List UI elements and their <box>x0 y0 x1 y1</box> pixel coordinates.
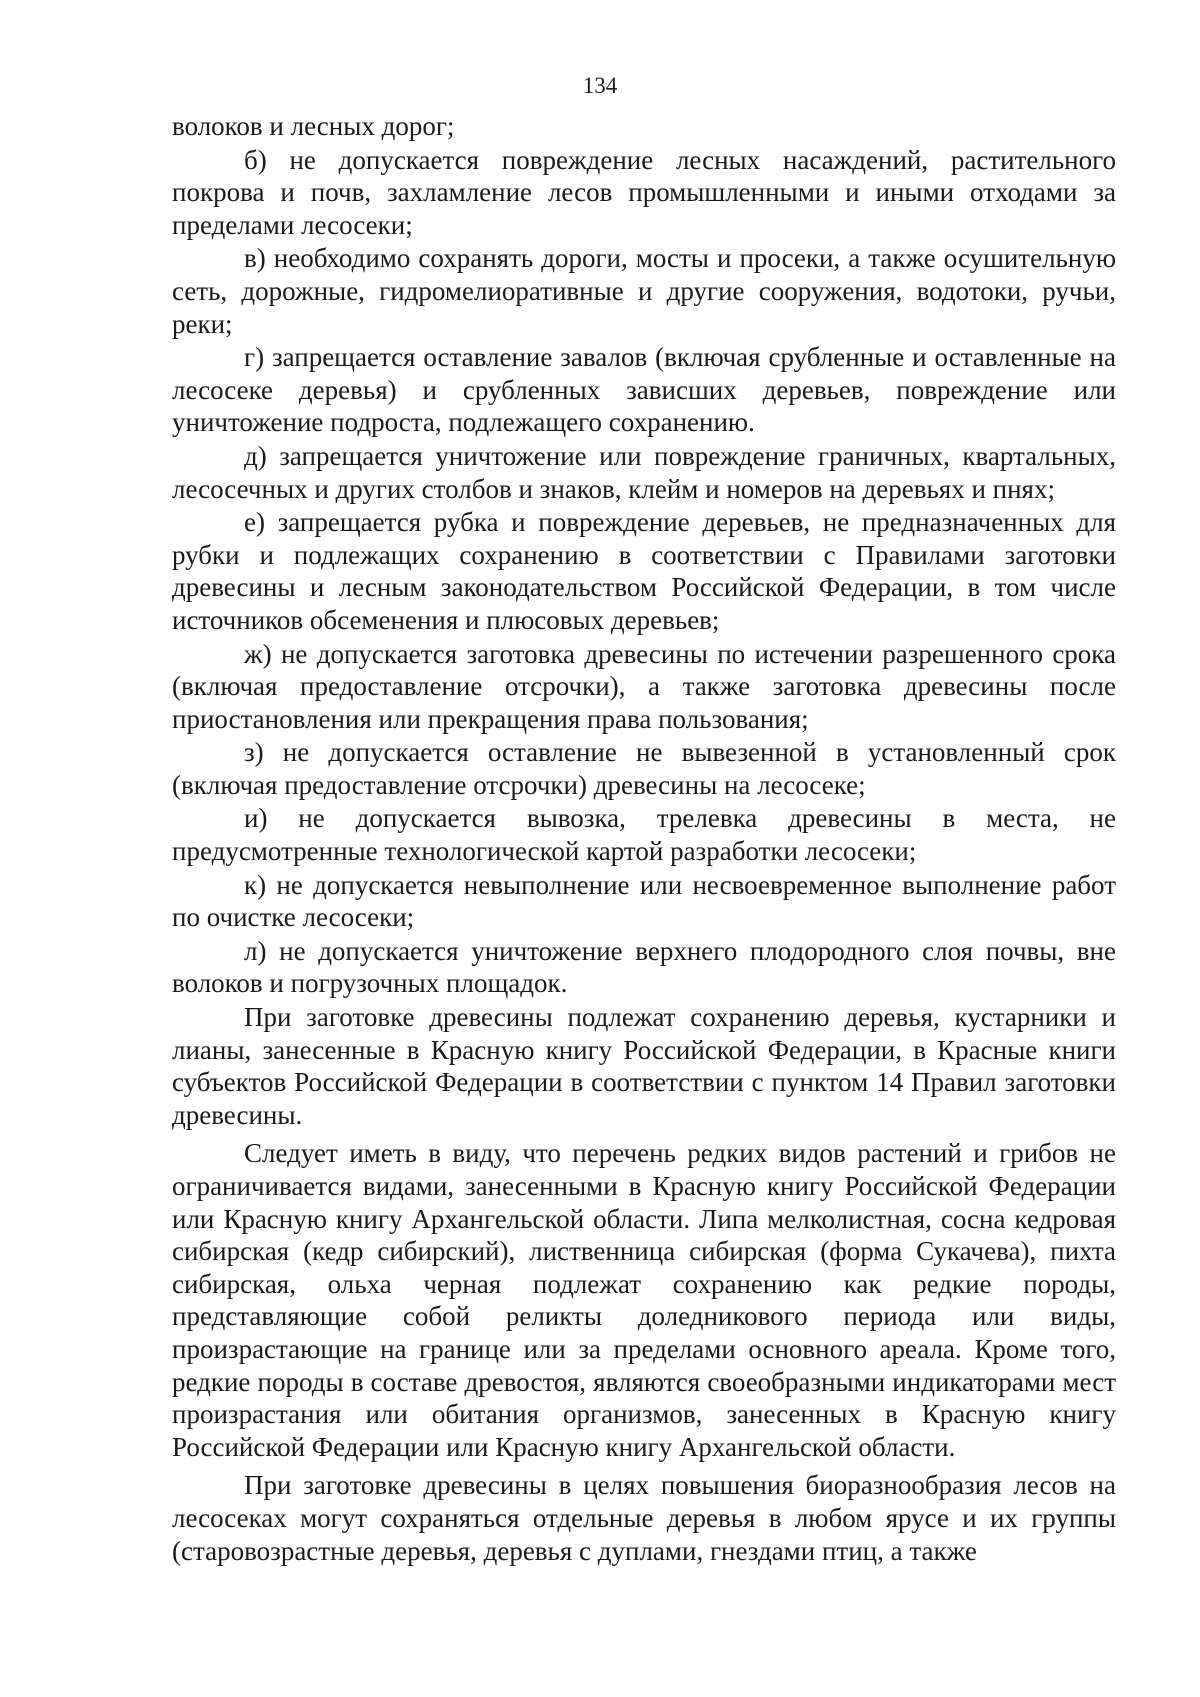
document-body <box>172 110 1116 1568</box>
page-number: 134 <box>582 73 618 98</box>
list-item-e: е) запрещается рубка и повреждение деревьев, не предназначенных для рубки и подлежащих сохранению в соответствии с Правилами заготовки древесины и лесным законодательством Российской Федерации, в том числе источников обсеменения и плюсовых деревьев; <box>172 507 1116 635</box>
paragraph-continuation: волоков и лесных дорог; <box>172 111 455 141</box>
list-item-k: к) не допускается невыполнение или несвоевременное выполнение работ по очистке лесосеки; <box>172 869 1116 933</box>
list-item-i: и) не допускается вывозка, трелевка древесины в места, не предусмотренные технологической картой разработки лесосеки; <box>172 803 1116 867</box>
list-item-l: л) не допускается уничтожение верхнего плодородного слоя почвы, вне волоков и погрузочных площадок. <box>172 935 1116 999</box>
list-item-g: г) запрещается оставление завалов (включая срубленные и оставленные на лесосеке деревья) и срубленных зависших деревьев, повреждение или уничтожение подроста, подлежащего сохранению. <box>172 342 1116 438</box>
list-item-b: б) не допускается повреждение лесных насаждений, растительного покрова и почв, захламление лесов промышленными и иными отходами за пределами лесосеки; <box>172 144 1116 240</box>
list-item-v: в) необходимо сохранять дороги, мосты и просеки, а также осушительную сеть, дорожные, гидромелиоративные и другие сооружения, водотоки, ручьи, реки; <box>172 243 1116 339</box>
list-item-zh: ж) не допускается заготовка древесины по истечении разрешенного срока (включая предоставление отсрочки), а также заготовка древесины после приостановления или прекращения права пользования; <box>172 638 1116 734</box>
paragraph-red-book: При заготовке древесины подлежат сохранению деревья, кустарники и лианы, занесенные в Красную книгу Российской Федерации, в Красные книги субъектов Российской Федерации в соответствии с пунктом 14 Правил заготовки древесины. <box>172 1002 1116 1130</box>
list-item-z: з) не допускается оставление не вывезенной в установленный срок (включая предоставление отсрочки) древесины на лесосеке; <box>172 737 1116 800</box>
paragraph-biodiversity: При заготовке древесины в целях повышения биоразнообразия лесов на лесосеках могут сохраняться отдельные деревья в любом ярусе и их группы (старовозрастные деревья, деревья с дуплами, гнездами птиц, а также <box>172 1470 1116 1566</box>
list-item-d: д) запрещается уничтожение или повреждение граничных, квартальных, лесосечных и других столбов и знаков, клейм и номеров на деревьях и пнях; <box>172 440 1116 504</box>
paragraph-rare-species: Следует иметь в виду, что перечень редких видов растений и грибов не ограничивается видами, занесенными в Красную книгу Российской Федерации или Красную книгу Архангельской области. Липа мелколистная, сосна кедровая сибирская (кедр сибирский), лиственница сибирская (форма Сукачева), пихта сибирская, ольха черная подлежат сохранению как редкие породы, представляющие собой реликты доледникового периода или виды, произрастающие на границе или за пределами основного ареала. Кроме того, редкие породы в составе древостоя, являются своеобразными индикаторами мест произрастания или обитания организмов, занесенных в Красную книгу Российской Федерации или Красную книгу Архангельской области. <box>172 1138 1116 1462</box>
